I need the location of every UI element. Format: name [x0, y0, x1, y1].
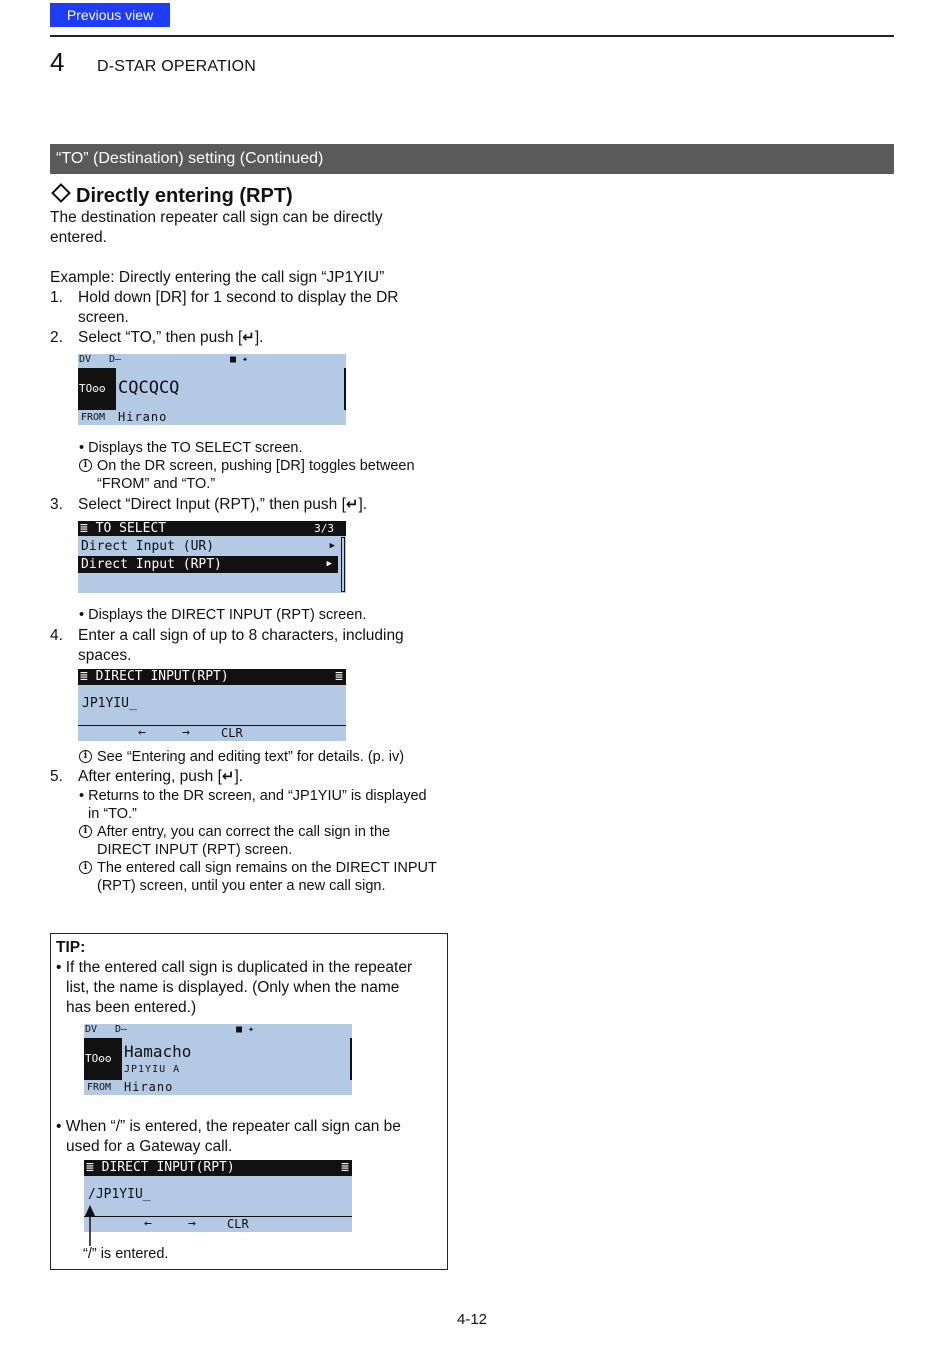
to-indicator: TOʘʘ — [84, 1038, 122, 1080]
enter-key-icon: ↵ — [221, 768, 235, 785]
to-indicator: TOʘʘ — [78, 368, 116, 410]
enter-key-icon: ↵ — [345, 496, 359, 513]
heading-text: Directly entering (RPT) — [76, 185, 293, 207]
chapter-number: 4 — [50, 47, 65, 77]
scroll-bar — [344, 368, 346, 410]
note-2b: i On the DR screen, pushing [DR] toggles between “FROM” and “TO.” — [79, 457, 451, 493]
repeater-name: Hamacho — [124, 1042, 192, 1061]
lcd-direct-input-screen-gateway — [84, 1160, 352, 1232]
enter-key-icon: ↵ — [242, 329, 255, 346]
tip-bullet-1: • If the entered call sign is duplicated in the repeater list, the name is displayed. (Only when the name has been entered.) — [56, 959, 413, 1016]
step-3: 3. Select “Direct Input (RPT),” then push [↵]. — [50, 496, 368, 513]
step-5: 5. After entering, push [↵]. — [50, 768, 244, 785]
info-icon: i — [79, 750, 92, 763]
tip-label: TIP: — [56, 939, 86, 956]
previous-view-button[interactable]: Previous view — [50, 3, 170, 27]
lcd-header: ≣ TO SELECT 3/3 — [78, 521, 346, 536]
note-2a: • Displays the TO SELECT screen. — [79, 440, 303, 456]
destination-callsign: CQCQCQ — [118, 378, 180, 398]
note-5a: • Returns to the DR screen, and “JP1YIU” is displayed in “TO.” — [79, 788, 427, 822]
cursor: _ — [142, 1187, 151, 1202]
step-1: 1. Hold down [DR] for 1 second to display the DR screen. — [50, 289, 399, 326]
divider — [84, 1216, 352, 1217]
repeater-callsign: JP1YIU A — [124, 1064, 181, 1075]
lcd-to-select-screen — [78, 521, 346, 593]
pointer-arrow-icon — [82, 1204, 98, 1246]
from-name: Hirano — [124, 1080, 174, 1094]
note-5c: i The entered call sign remains on the DIRECT INPUT (RPT) screen, until you enter a new call sign. — [79, 859, 451, 895]
status-icons: ■ ✦ — [230, 354, 249, 365]
from-name: Hirano — [118, 410, 168, 424]
scroll-bar — [341, 537, 345, 592]
info-icon: i — [79, 861, 92, 874]
page-number: 4-12 — [456, 1311, 488, 1328]
menu-icon: ≣ — [335, 669, 343, 684]
gateway-icon: ʘʘ — [92, 382, 106, 395]
clear-label: CLR — [227, 1217, 249, 1231]
cursor: _ — [128, 696, 137, 711]
gateway-icon: ʘʘ — [98, 1052, 112, 1065]
note-3: • Displays the DIRECT INPUT (RPT) screen. — [79, 607, 367, 623]
note-5b: i After entry, you can correct the call sign in the DIRECT INPUT (RPT) screen. — [79, 823, 451, 859]
arrow-right-icon: → — [182, 725, 190, 740]
example-text: Example: Directly entering the call sign “JP1YIU” — [50, 269, 385, 286]
header-rule — [50, 35, 894, 37]
input-value: JP1YIU — [82, 696, 129, 711]
menu-item-direct-input-rpt: Direct Input (RPT) ▶ — [78, 556, 338, 573]
intro-text: The destination repeater call sign can be directly entered. — [50, 209, 383, 246]
info-icon: i — [79, 825, 92, 838]
arrow-left-icon: ← — [144, 1216, 152, 1231]
arrow-right-icon: ▶ — [326, 559, 332, 569]
diamond-icon — [51, 183, 71, 203]
note-4: i See “Entering and editing text” for details. (p. iv) — [79, 748, 451, 766]
scroll-bar — [350, 1038, 352, 1080]
lcd-dr-screen: DV D– ■ ✦ TOʘʘ CQCQCQ FROM Hirano — [78, 354, 346, 425]
arrow-left-icon: ← — [138, 725, 146, 740]
tip-bullet-2: • When “/” is entered, the repeater call sign can be used for a Gateway call. — [56, 1118, 401, 1155]
divider — [78, 725, 346, 726]
subsection-heading — [50, 185, 293, 208]
tip-caption: “/” is entered. — [83, 1246, 169, 1262]
clear-label: CLR — [221, 726, 243, 740]
lcd-dr-screen-hamacho: DV D– ■ ✦ TOʘʘ Hamacho JP1YIU A FROM Hirano — [84, 1024, 352, 1095]
menu-icon: ≣ — [341, 1160, 349, 1175]
lcd-header: ≣ DIRECT INPUT(RPT) ≣ — [84, 1160, 352, 1176]
section-title-bar: “TO” (Destination) setting (Continued) — [50, 144, 894, 174]
chapter-title: D-STAR OPERATION — [97, 58, 257, 75]
lcd-header: ≣ DIRECT INPUT(RPT) ≣ — [78, 669, 346, 685]
input-value: /JP1YIU — [88, 1187, 143, 1202]
lcd-direct-input-screen — [78, 669, 346, 741]
menu-item-direct-input-ur: Direct Input (UR) ▶ — [81, 539, 335, 554]
step-2: 2. Select “TO,” then push [↵]. — [50, 329, 264, 346]
arrow-right-icon: → — [188, 1216, 196, 1231]
status-icons: ■ ✦ — [236, 1024, 255, 1035]
step-4: 4. Enter a call sign of up to 8 characters, including spaces. — [50, 627, 404, 664]
info-icon: i — [79, 459, 92, 472]
arrow-right-icon: ▶ — [329, 541, 335, 551]
